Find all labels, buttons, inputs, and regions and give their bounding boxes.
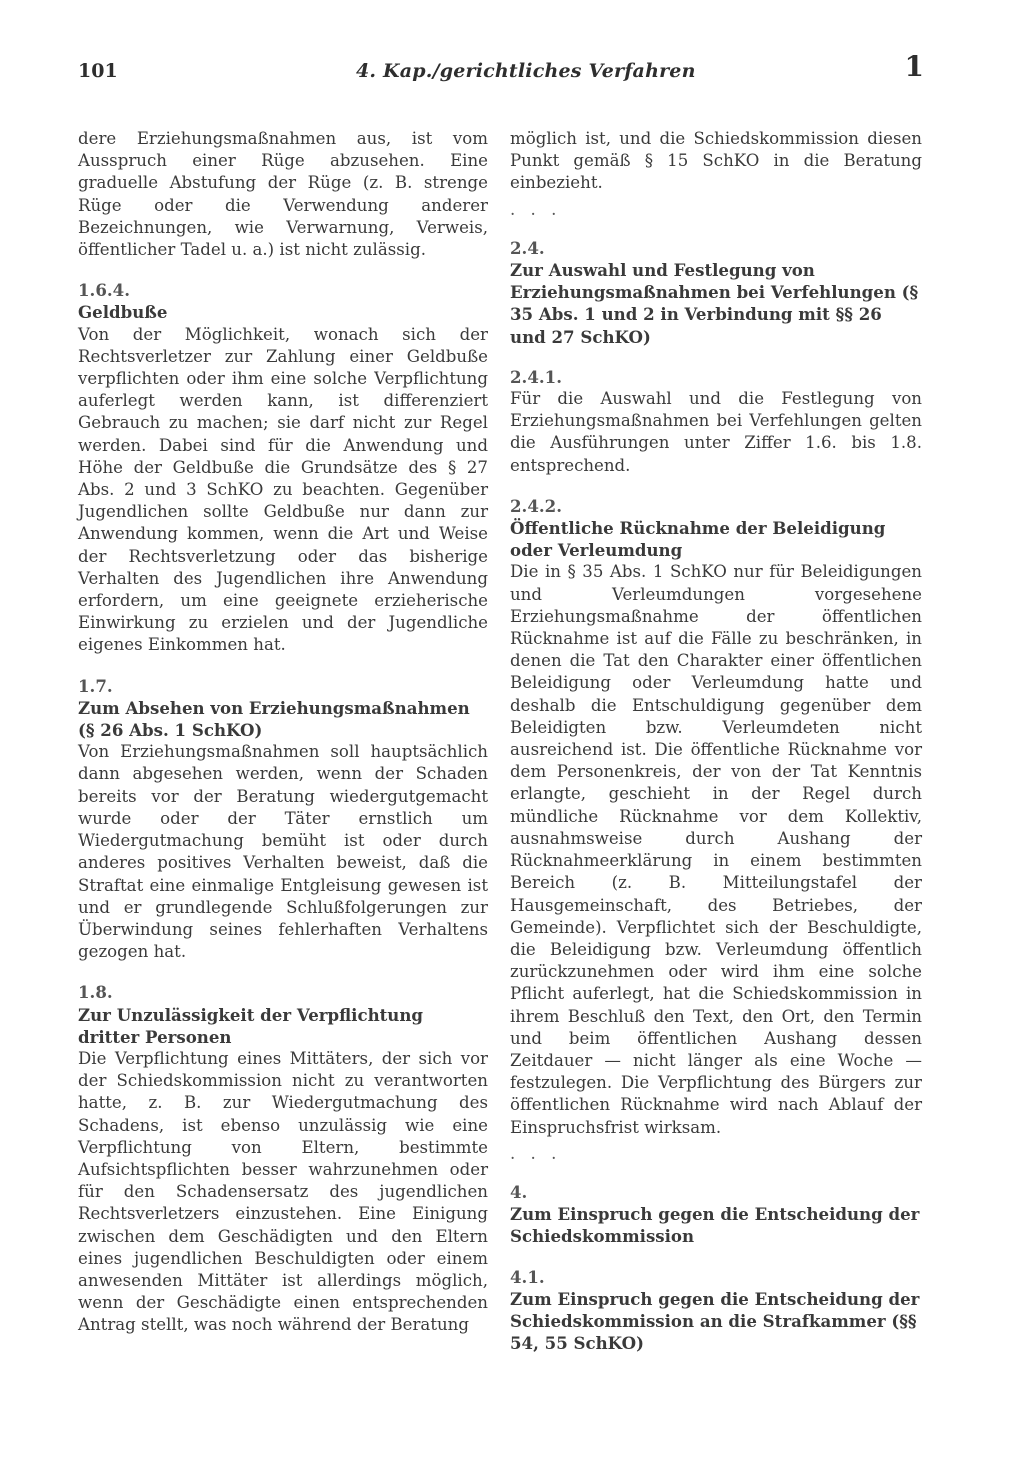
section-number: 1.6.4. [78,280,130,301]
section-text: Von der Möglichkeit, wonach sich der Rechtsverletzer zur Zahlung einer Geldbuße verpflichten oder ihm eine solche Verpflichtung auferlegt werden kann, ist differenziert Gebrauch zu machen; sie darf nicht zur Regel werden. Dabei sind für die Anwendung und Höhe der Geldbuße die Grundsätze des § 27 Abs. 2 und 3 SchKO zu beachten. Gegenüber Jugendlichen sollte Geldbuße nur dann zur Anwendung kommen, wenn die Art und Weise der Rechtsverletzung oder das bisherige Verhalten des Jugendlichen ihre Anwendung erfordern, um eine geeignete erzieherische Einwirkung zu erzielen und der Jugendliche eigenes Einkommen hat. [78,324,488,655]
right-intro-paragraph: möglich ist, und die Schiedskommission diesen Punkt gemäß § 15 SchKO in die Beratung einbezieht. [510,129,922,193]
section-heading: Geldbuße [78,302,168,323]
section-1-6-4 [78,279,488,656]
left-column [78,128,488,1355]
ellipsis-omission: . . . [510,199,562,219]
section-text: Von Erziehungsmaßnahmen soll hauptsächlich dann abgesehen werden, wenn der Schaden bereits vor der Beratung wiedergutgemacht wurde oder der Täter ernstlich um Wiedergutmachung bemüht ist oder durch anderes positives Verhalten beweist, daß die Straftat eine einmalige Entgleisung gewesen ist und er grundlegende Schlußfolgerungen zur Überwindung seines fehlerhaften Verhaltens gezogen hat. [78,742,488,962]
section-number: 4.1. [510,1266,545,1287]
section-1-7 [78,675,488,964]
section-text: Die Verpflichtung eines Mittäters, der sich vor der Schiedskommission nicht zu verantworten hatte, z. B. zur Wiedergutmachung des Schadens, ist ebenso unzulässig wie eine Verpflichtung von Eltern, bestimmte Aufsichtspflichten besser wahrzunehmen oder für den Schadensersatz des jugendlichen Rechtsverletzers einzustehen. Eine Einigung zwischen dem Geschädigten und den Eltern eines jugendlichen Beschuldigten oder einem anwesenden Mittäter ist allerdings möglich, wenn der Geschädigte einen entsprechenden Antrag stellt, was noch während der Beratung [78,1048,488,1335]
section-4 [510,1181,922,1248]
section-number: 4. [510,1181,528,1202]
section-text: Die in § 35 Abs. 1 SchKO nur für Beleidigungen und Verleumdungen vorgesehene Erziehungsmaßnahme der öffentlichen Rücknahme ist auf die Fälle zu beschränken, in denen die Tat den Charakter einer öffentlichen Beleidigung oder Verleumdung hatte und deshalb die Entschuldigung gegenüber dem Beleidigten bzw. Verleumdeten nicht ausreichend ist. Die öffentliche Rücknahme vor dem Personenkreis, der von der Tat Kenntnis erlangte, geschieht in der Regel durch mündliche Rücknahme vor dem Kollektiv, ausnahmsweise durch Aushang der Rücknahmeerklärung in einem bestimmten Bereich (z. B. Mitteilungstafel der Hausgemeinschaft, des Betriebes, der Gemeinde). Verpflichtet sich der Beschuldigte, die Beleidigung bzw. Verleumdung öffentlich zurückzunehmen oder wird ihm eine solche Pflicht auferlegt, hat die Schiedskommission in ihrem Beschluß den Text, den Ort, den Termin und beim öffentlichen Aushang dessen Zeitdauer — nicht länger als eine Woche — festzulegen. Die Verpflichtung des Bürgers zur öffentlichen Rücknahme wird nach Ablauf der Einspruchsfrist wirksam. [510,562,922,1137]
section-heading: Öffentliche Rücknahme der Beleidigung oder Verleumdung [510,518,886,561]
section-heading: Zum Absehen von Erziehungsmaßnahmen (§ 26 Abs. 1 SchKO) [78,697,470,741]
section-number: 2.4.1. [510,366,562,387]
section-4-1 [510,1266,922,1355]
section-heading: Zum Einspruch gegen die Entscheidung der Schiedskommission [510,1204,920,1247]
page-header [78,50,924,92]
section-2-4-2 [510,495,922,1139]
right-column [510,128,922,1372]
running-title: 4. Kap./gerichtliches Verfahren [356,60,696,82]
section-2-4 [510,237,922,348]
section-2-4-1 [510,366,922,477]
page-number: 101 [78,60,118,82]
section-heading: Zum Einspruch gegen die Entscheidung der Schiedskommission an die Strafkammer (§§ 54, 55 SchKO) [510,1288,920,1354]
section-number: 1.8. [78,982,113,1003]
ellipsis-omission: . . . [510,1143,562,1163]
chapter-number: 1 [904,50,924,83]
section-number: 2.4. [510,237,545,258]
section-heading: Zur Auswahl und Festlegung von Erziehungsmaßnahmen bei Verfehlungen (§ 35 Abs. 1 und 2 in Verbindung mit §§ 26 und 27 SchKO) [510,260,919,347]
left-intro-paragraph: dere Erziehungsmaßnahmen aus, ist vom Ausspruch einer Rüge abzusehen. Eine graduelle Abstufung der Rüge (z. B. strenge Rüge oder die Verwendung anderer Bezeichnungen, wie Verwarnung, Verweis, öffentlicher Tadel u. a.) ist nicht zulässig. [78,129,488,260]
section-number: 1.7. [78,675,113,696]
section-1-8 [78,981,488,1336]
section-text: Für die Auswahl und die Festlegung von Erziehungsmaßnahmen bei Verfehlungen gelten die Ausführungen unter Ziffer 1.6. bis 1.8. entsprechend. [510,389,922,475]
section-heading: Zur Unzulässigkeit der Verpflichtung dritter Personen [78,1004,424,1047]
section-number: 2.4.2. [510,495,562,516]
